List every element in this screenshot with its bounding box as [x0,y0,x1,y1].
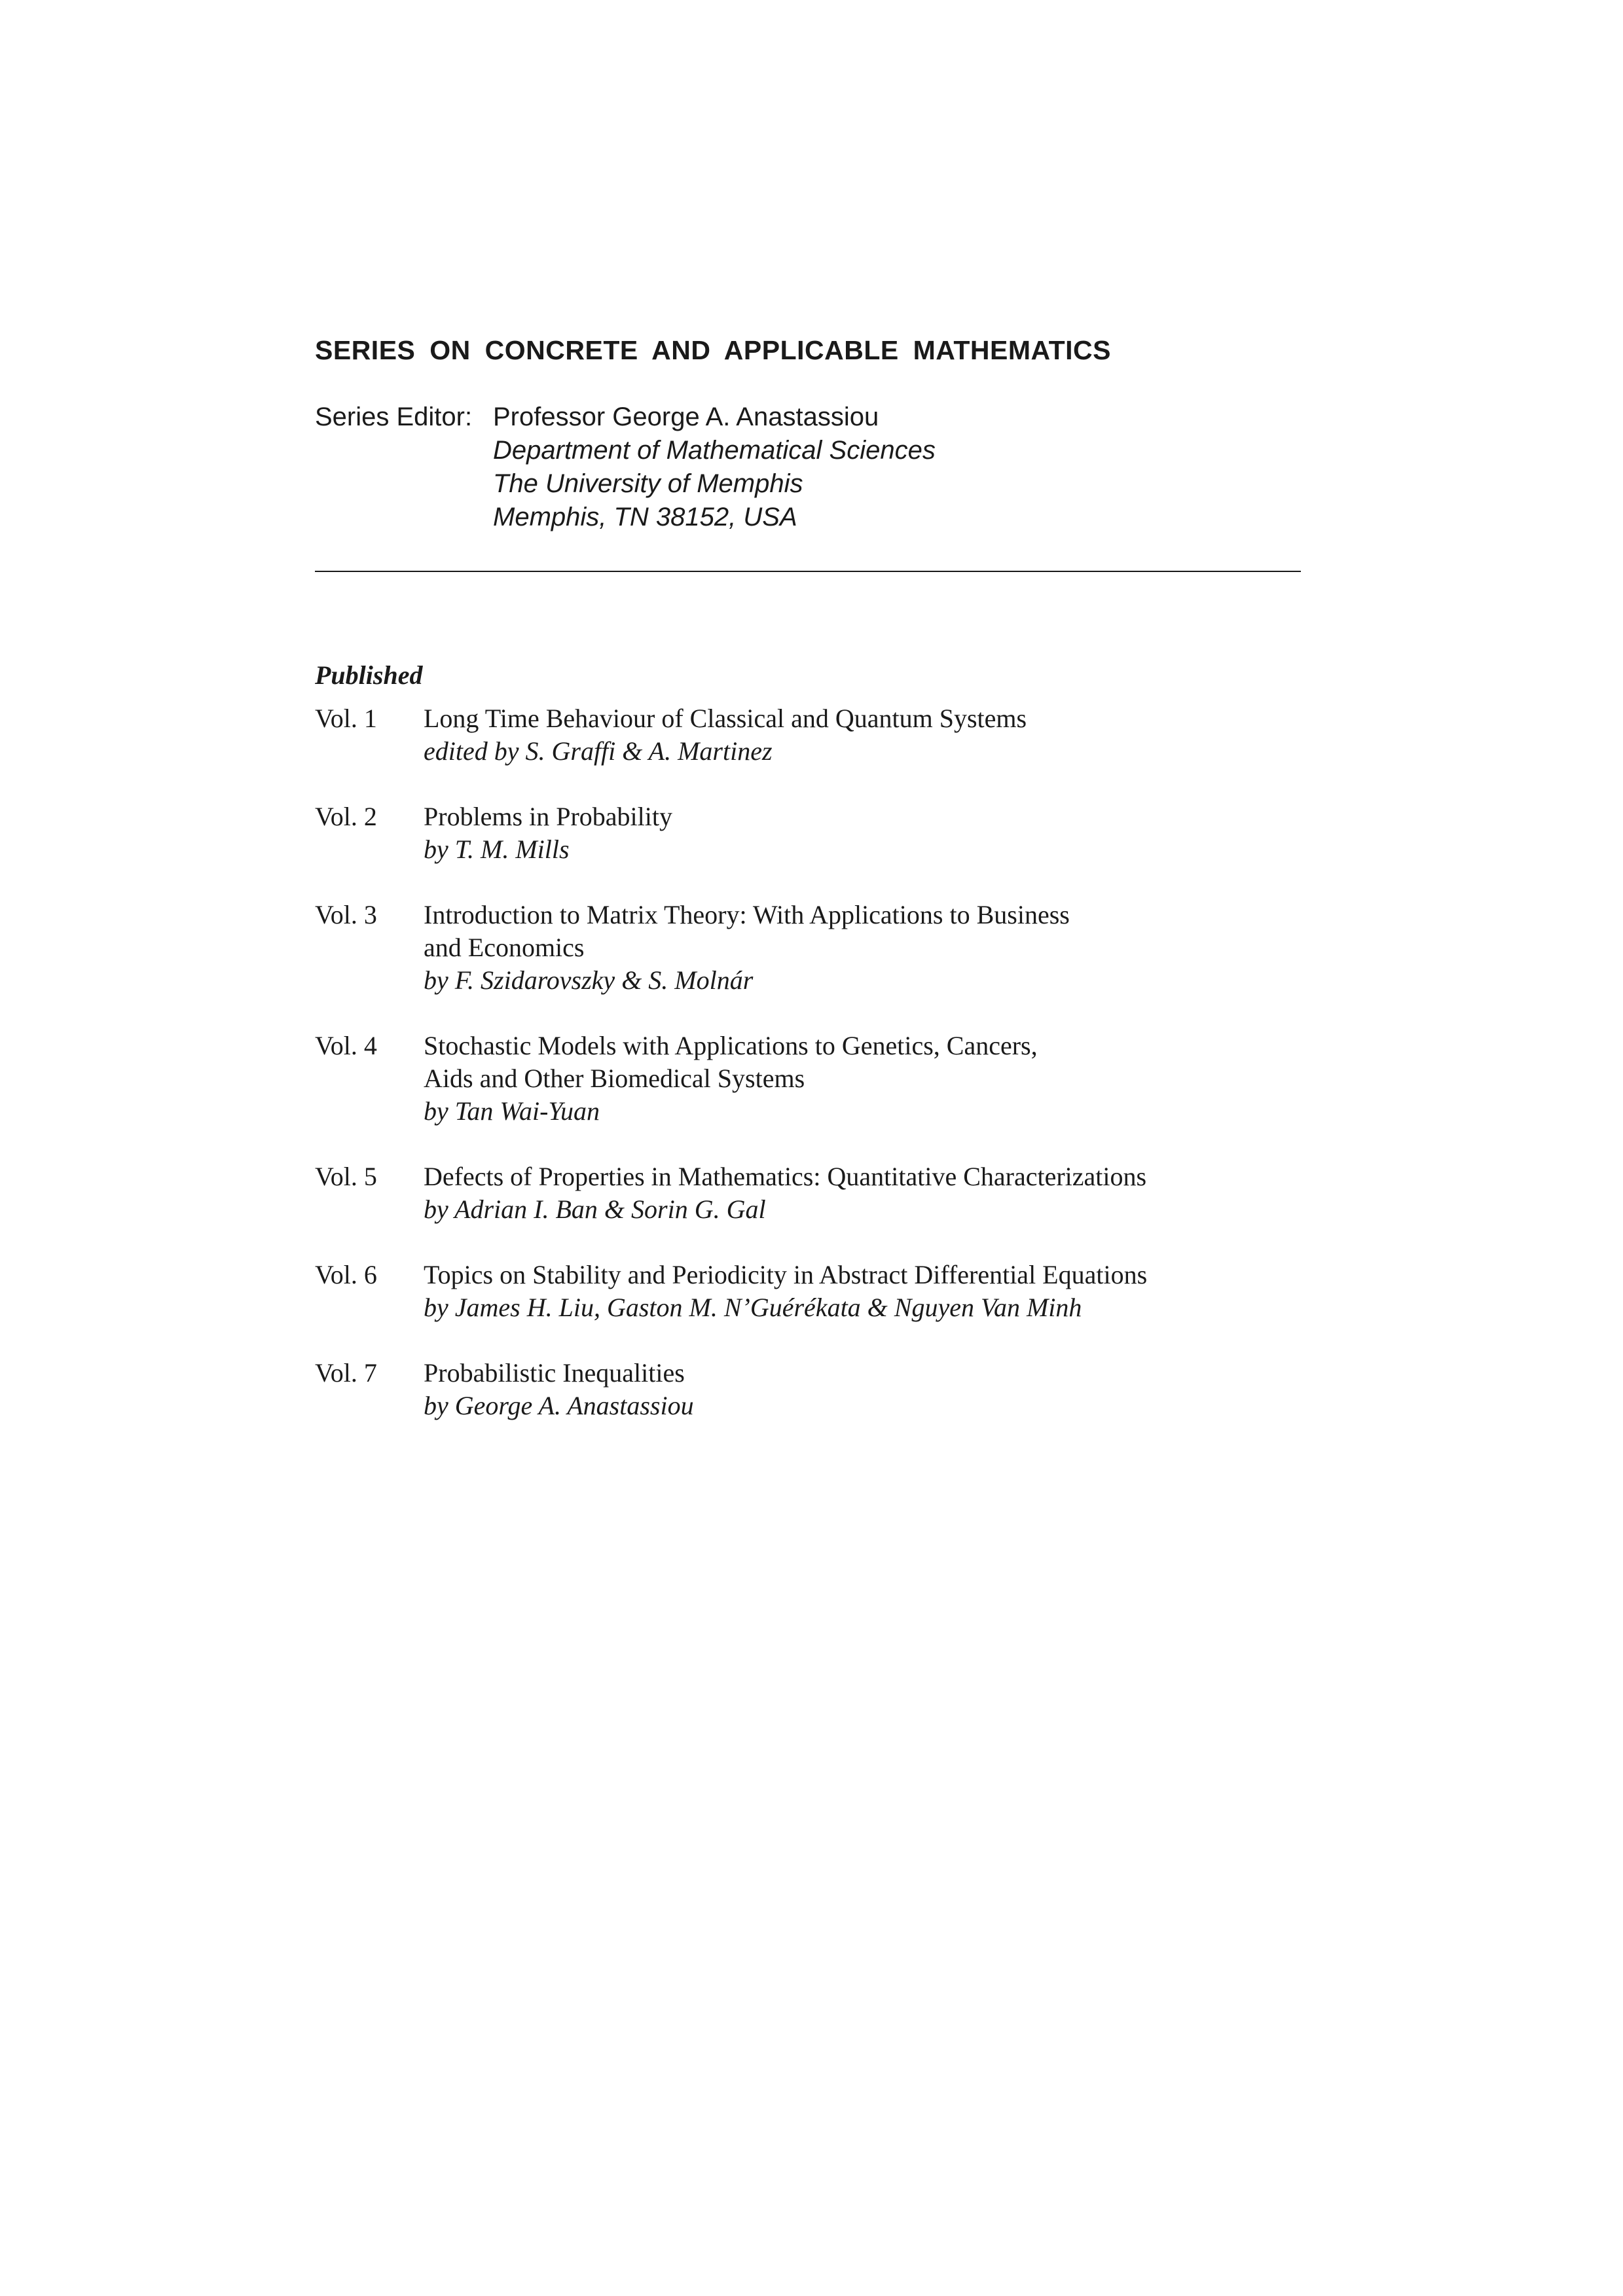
volume-details [424,899,1070,997]
volume-details [424,702,1027,768]
published-heading: Published [315,660,423,690]
volume-author: edited by S. Graffi & A. Martinez [424,736,773,766]
volume-entry [315,1160,1362,1226]
editor-department: Department of Mathematical Sciences [493,436,936,465]
volume-author: by Adrian I. Ban & Sorin G. Gal [424,1194,766,1224]
volume-title: Introduction to Matrix Theory: With Applications to Business [424,900,1070,929]
volume-details [424,1259,1147,1324]
volume-entry [315,1030,1362,1128]
volume-author: by F. Szidarovszky & S. Molnár [424,965,754,995]
horizontal-divider [315,571,1301,572]
volume-title: Probabilistic Inequalities [424,1358,685,1388]
editor-address: Memphis, TN 38152, USA [493,503,797,531]
volume-number: Vol. 5 [315,1162,377,1191]
series-editor-name: Professor George A. Anastassiou [493,403,879,431]
volume-author: by James H. Liu, Gaston M. N’Guérékata & Nguyen Van Minh [424,1293,1082,1322]
volume-number: Vol. 2 [315,802,377,831]
series-editor-row [315,401,936,534]
volume-entry [315,800,1362,866]
volume-author: by Tan Wai-Yuan [424,1096,600,1126]
volume-number: Vol. 4 [315,1031,377,1060]
volume-number: Vol. 7 [315,1358,377,1388]
editor-university: The University of Memphis [493,469,803,498]
volume-author: by T. M. Mills [424,834,570,864]
volume-author: by George A. Anastassiou [424,1391,694,1420]
series-editor-label: Series Editor: [315,403,473,431]
volume-entry [315,702,1362,768]
volume-entry [315,899,1362,997]
volume-number: Vol. 6 [315,1260,377,1289]
volume-details [424,800,672,866]
volume-entry [315,1259,1362,1324]
series-editor-block [315,401,936,534]
volume-title: Long Time Behaviour of Classical and Quantum Systems [424,704,1027,733]
volume-number: Vol. 1 [315,704,377,733]
volume-entry [315,1357,1362,1422]
volume-title: Stochastic Models with Applications to Genetics, Cancers, [424,1031,1038,1060]
volume-title-continued: and Economics [424,933,585,962]
volume-list [315,702,1362,1455]
volume-details [424,1160,1146,1226]
volume-title: Problems in Probability [424,802,672,831]
series-editor-details [493,401,936,534]
series-title: SERIES ON CONCRETE AND APPLICABLE MATHEMATICS [315,335,1111,365]
volume-title: Topics on Stability and Periodicity in Abstract Differential Equations [424,1260,1148,1289]
volume-title-continued: Aids and Other Biomedical Systems [424,1064,805,1093]
volume-title: Defects of Properties in Mathematics: Quantitative Characterizations [424,1162,1147,1191]
volume-number: Vol. 3 [315,900,377,929]
volume-details [424,1030,1038,1128]
volume-details [424,1357,694,1422]
